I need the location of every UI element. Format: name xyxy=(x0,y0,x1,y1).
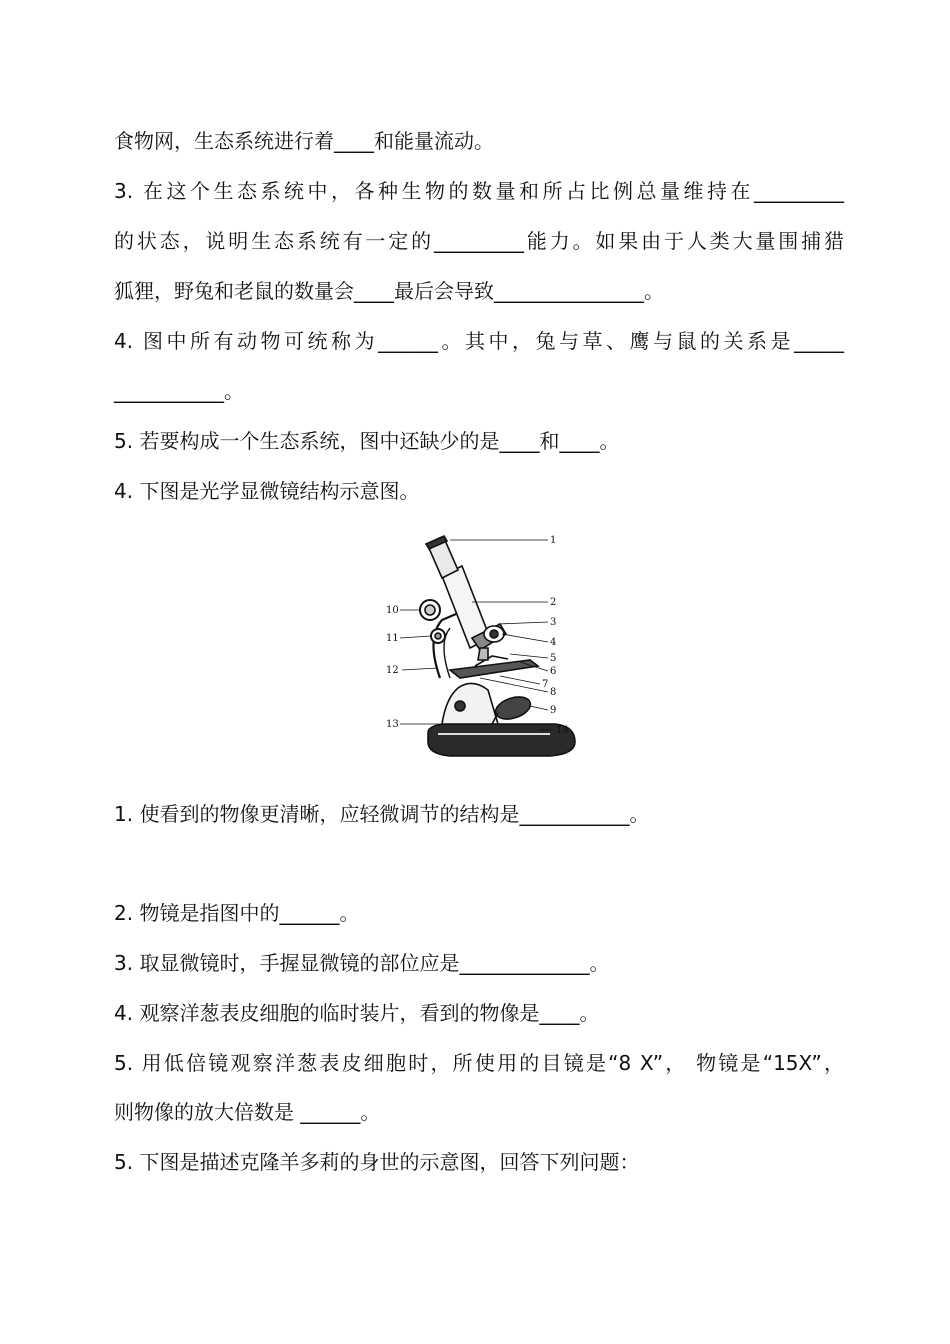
diagram-label: 2 xyxy=(550,597,557,608)
section-5-heading: 5. 下图是描述克隆羊多莉的身世的示意图，回答下列问题： xyxy=(114,1150,640,1174)
question-4-text: 4. 图中所有动物可统称为______。其中，兔与草、鹰与鼠的关系是_____ xyxy=(114,329,844,353)
diagram-label: 11 xyxy=(386,633,399,644)
diagram-label: 5 xyxy=(550,653,557,664)
microscope-question-1: 1. 使看到的物像更清晰，应轻微调节的结构是___________。 xyxy=(114,802,650,826)
diagram-label: 14 xyxy=(556,725,569,736)
diagram-label: 4 xyxy=(550,637,557,648)
text-line: 则物像的放大倍数是 ______。 xyxy=(114,1100,381,1124)
microscope-diagram xyxy=(380,528,580,773)
question-5-text: 5. 若要构成一个生态系统，图中还缺少的是____和____。 xyxy=(114,429,620,453)
question-3-text: 3. 在这个生态系统中，各种生物的数量和所占比例总量维持在_________ xyxy=(114,179,844,203)
diagram-label: 9 xyxy=(550,705,557,716)
microscope-question-4: 4. 观察洋葱表皮细胞的临时装片，看到的物像是____。 xyxy=(114,1001,600,1025)
microscope-question-5: 5. 用低倍镜观察洋葱表皮细胞时，所使用的目镜是“8 X”， 物镜是“15X”， xyxy=(114,1051,844,1075)
diagram-label: 12 xyxy=(386,665,399,676)
text-line: 狐狸，野兔和老鼠的数量会____最后会导致_______________。 xyxy=(114,279,664,303)
diagram-label: 13 xyxy=(386,719,399,730)
diagram-label: 1 xyxy=(550,535,557,546)
section-4-heading: 4. 下图是光学显微镜结构示意图。 xyxy=(114,479,420,503)
diagram-label: 3 xyxy=(550,617,557,628)
diagram-label: 8 xyxy=(550,687,557,698)
text-line: 的状态，说明生态系统有一定的_________能力。如果由于人类大量围捕猎 xyxy=(114,229,844,253)
diagram-label: 7 xyxy=(542,679,549,690)
microscope-question-2: 2. 物镜是指图中的______。 xyxy=(114,901,360,925)
microscope-question-3: 3. 取显微镜时，手握显微镜的部位应是_____________。 xyxy=(114,951,610,975)
text-line: 食物网，生态系统进行着____和能量流动。 xyxy=(114,129,494,153)
diagram-label: 10 xyxy=(386,605,399,616)
text-line: ___________。 xyxy=(114,379,244,403)
diagram-label: 6 xyxy=(550,666,557,677)
